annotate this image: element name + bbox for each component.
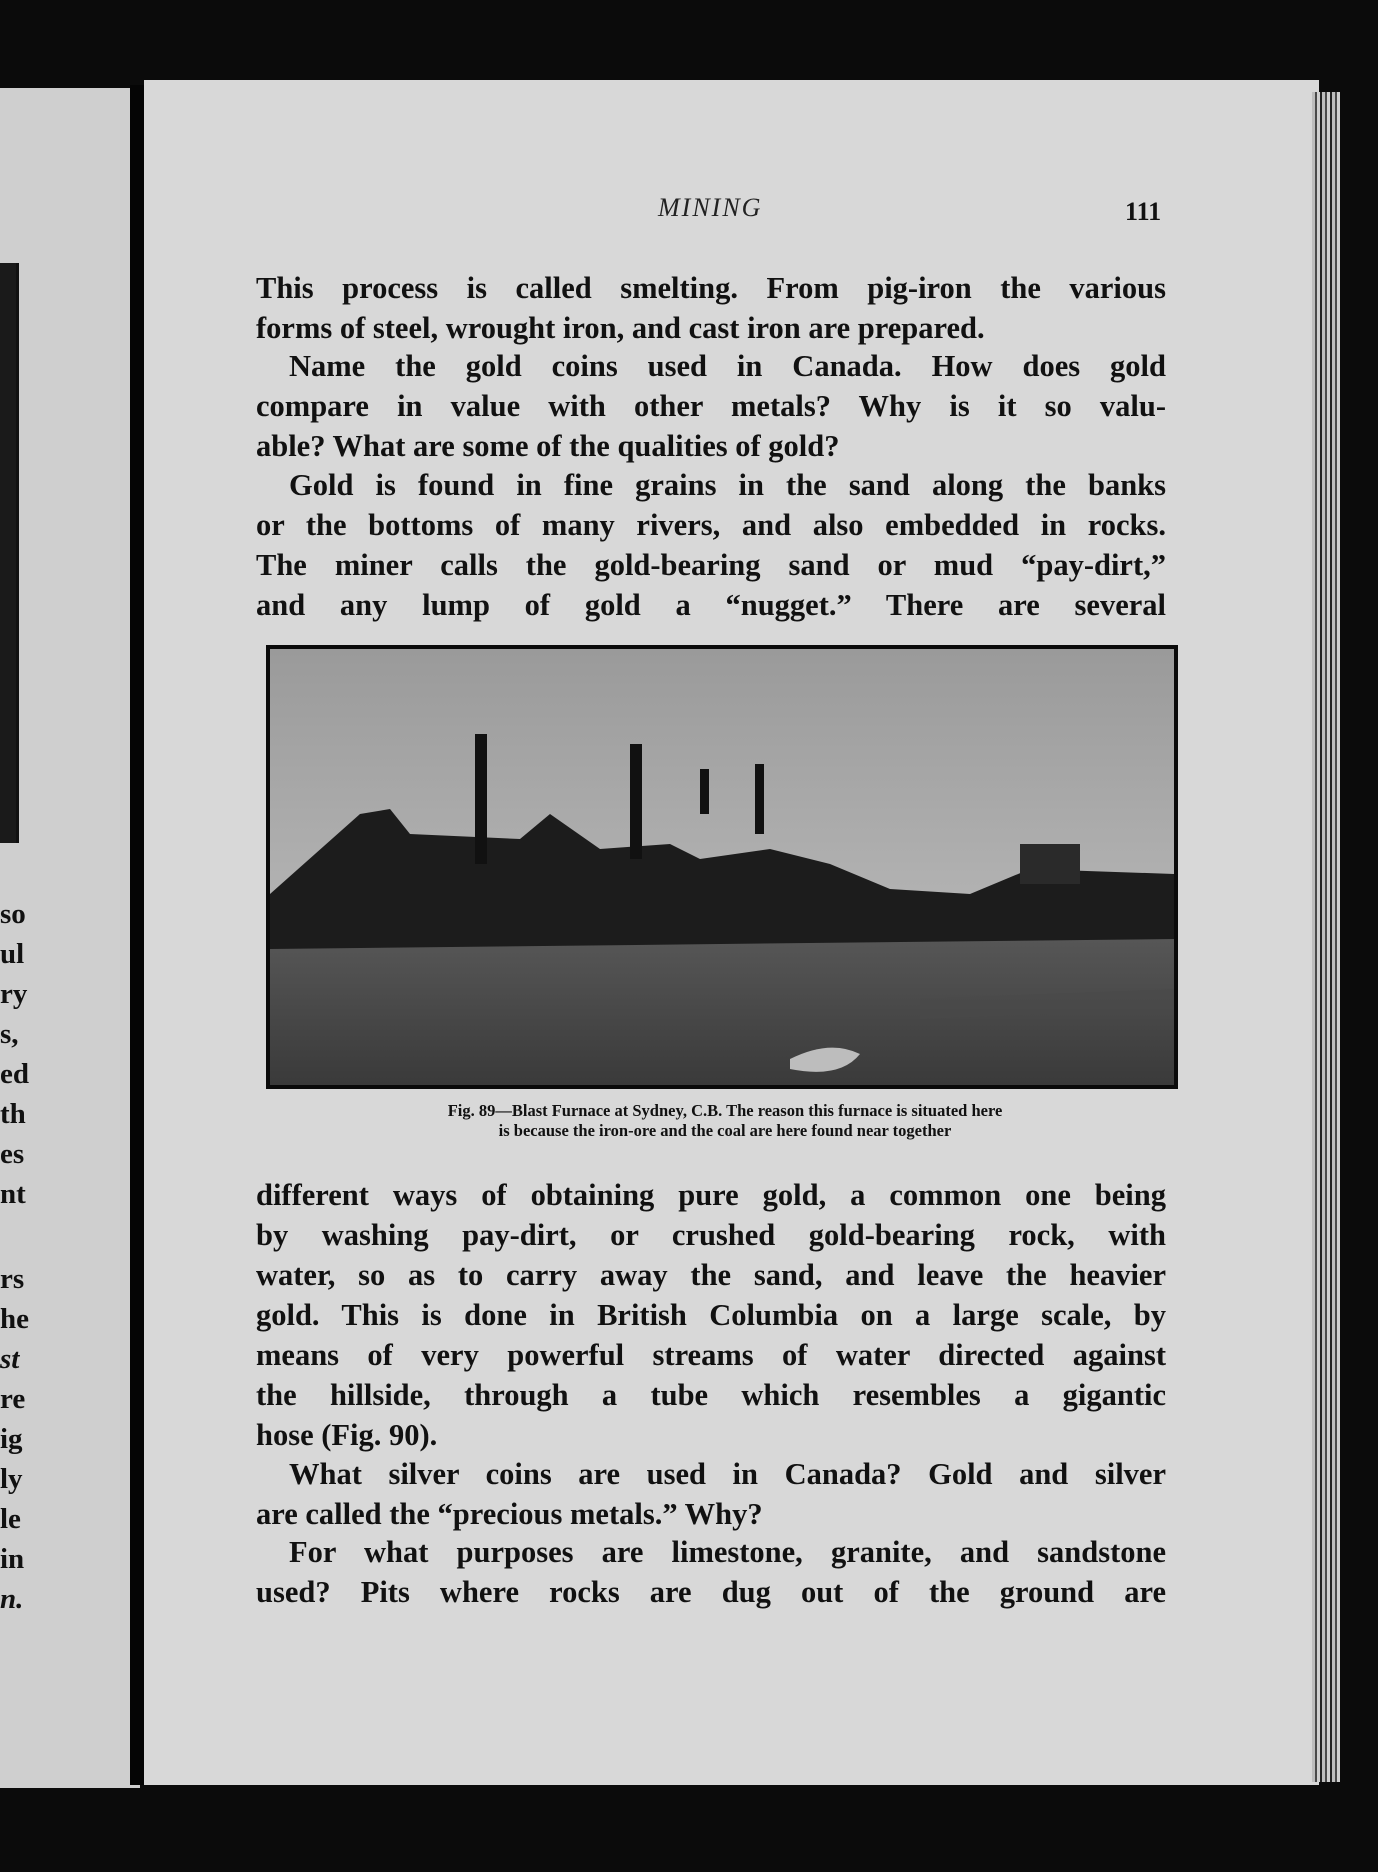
fragment: nt [0,1178,26,1210]
fragment: he [0,1303,29,1335]
text-line: Name the gold coins used in Canada. How does gold [289,349,1166,383]
fragment: le [0,1503,21,1535]
text-line: This process is called smelting. From pig-iron the various [256,271,1166,305]
paragraph-2 [256,346,1166,466]
fragment: es [0,1138,25,1170]
fragment: st [0,1343,20,1375]
fragment: in [0,1543,25,1575]
paragraph-6 [256,1532,1166,1612]
caption-line: is because the iron-ore and the coal are here found near together [498,1121,952,1140]
fragment: ul [0,938,25,970]
fragment: s, [0,1018,19,1050]
text-line: by washing pay-dirt, or crushed gold-bearing rock, with [256,1218,1166,1252]
fragment: so [0,898,26,930]
text-line: different ways of obtaining pure gold, a common one being [256,1178,1166,1212]
figure-photo [266,645,1178,1089]
paragraph-3 [256,465,1166,625]
text-line: The miner calls the gold-bearing sand or mud “pay-dirt,” [256,548,1166,582]
fragment: ed [0,1058,29,1090]
text-line: and any lump of gold a “nugget.” There are several [256,588,1166,622]
text-line: are called the “precious metals.” Why? [256,1497,763,1531]
fragment: ig [0,1423,23,1455]
text-line: hose (Fig. 90). [256,1418,438,1452]
page-header [0,193,1378,233]
fragment-gap [0,1214,60,1259]
text-line: gold. This is done in British Columbia on a large scale, by [256,1298,1166,1332]
paragraph-1 [256,268,1166,348]
text-line: able? What are some of the qualities of gold? [256,429,840,463]
fragment: ly [0,1463,23,1495]
paragraph-5 [256,1454,1166,1534]
paragraph-4 [256,1175,1166,1455]
caption-line: Fig. 89—Blast Furnace at Sydney, C.B. The reason this furnace is situated here [447,1101,1003,1120]
text-line: For what purposes are limestone, granite, and sandstone [289,1535,1166,1569]
text-line: the hillside, through a tube which resembles a gigantic [256,1378,1166,1412]
fragment: th [0,1098,26,1130]
page-number: 111 [1125,197,1162,226]
facing-page-photo-edge [0,263,19,843]
blast-furnace-photo [270,649,1174,1085]
text-line: forms of steel, wrought iron, and cast iron are prepared. [256,311,985,345]
fragment: rs [0,1263,25,1295]
text-line: means of very powerful streams of water directed against [256,1338,1166,1372]
facing-page-text-fragments [0,894,60,1619]
page-edge-stack [1312,92,1340,1782]
text-line: used? Pits where rocks are dug out of the ground are [256,1575,1166,1609]
fragment: re [0,1383,26,1415]
fragment: ry [0,978,28,1010]
running-title: MINING [658,193,763,222]
figure-caption [270,1101,1180,1141]
text-line: Gold is found in fine grains in the sand along the banks [289,468,1166,502]
text-line: water, so as to carry away the sand, and leave the heavier [256,1258,1166,1292]
book-gutter [130,85,144,1785]
facing-page [0,88,140,1788]
text-line: What silver coins are used in Canada? Gold and silver [289,1457,1166,1491]
text-line: compare in value with other metals? Why is it so valu- [256,389,1166,423]
text-line: or the bottoms of many rivers, and also embedded in rocks. [256,508,1166,542]
fragment: n. [0,1583,24,1615]
